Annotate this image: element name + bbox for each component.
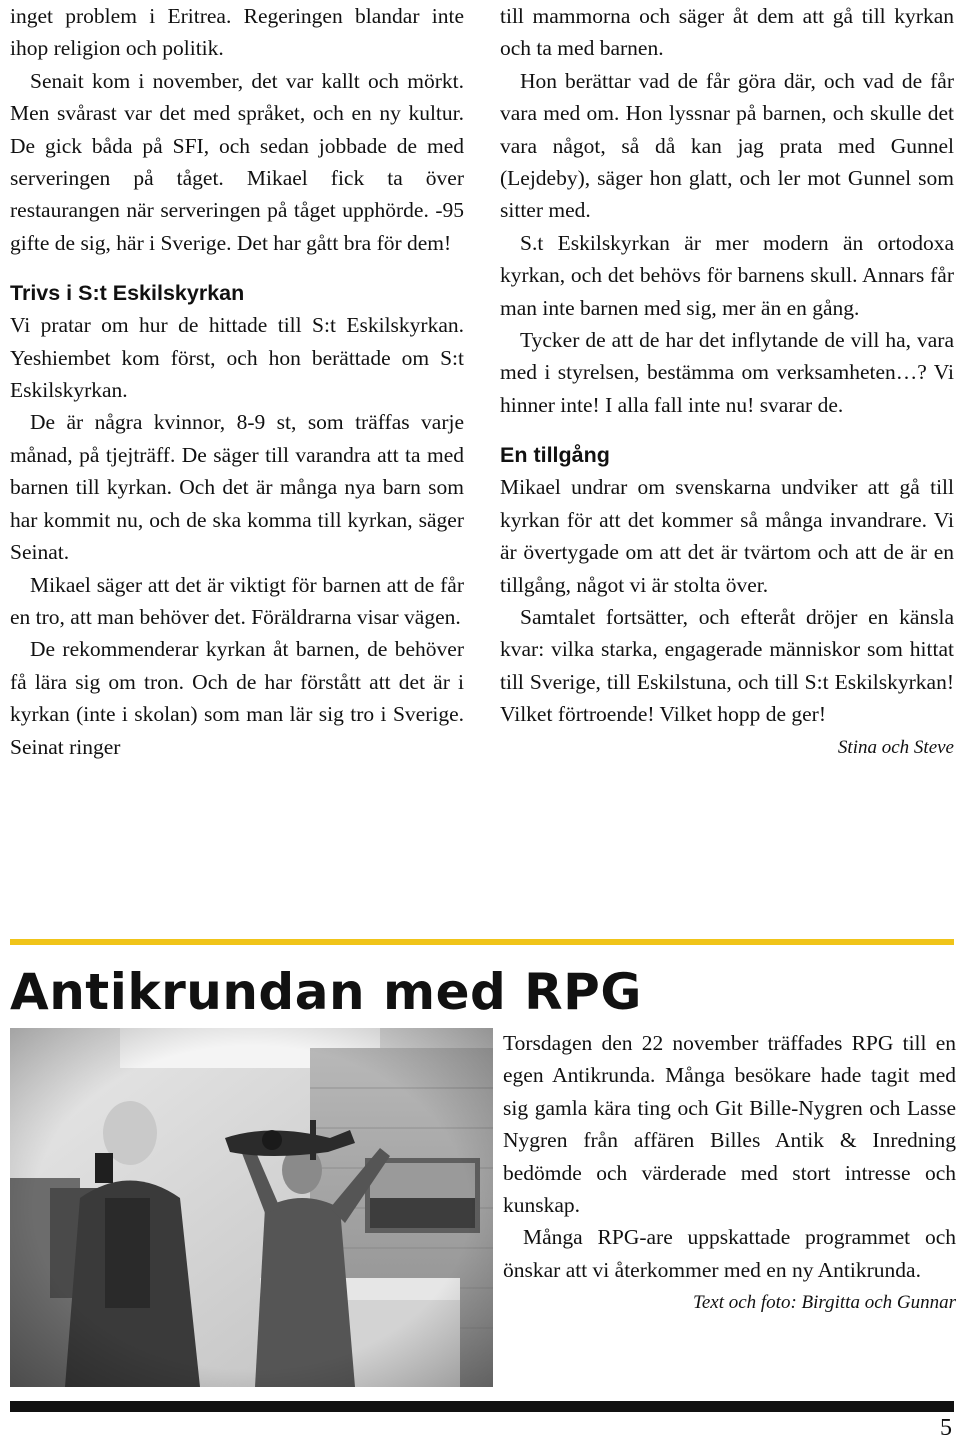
paragraph: Torsdagen den 22 november träffades RPG till en egen Antikrunda. Många besökare hade tagit med sig gamla kära ting och Git Bille-Nygren och Lasse Nygren från affären Billes Antik & Inredning bedömde och värderade med stort intresse och kunskap. xyxy=(503,1031,956,1218)
byline: Stina och Steve xyxy=(837,736,954,758)
paragraph: S.t Eskilskyrkan är mer modern än ortodoxa kyrkan, och det behövs för barnens skull. Annars får man inte barnen med sig, mer än en gång. xyxy=(500,230,954,320)
byline: Text och foto: Birgitta och Gunnar xyxy=(693,1292,956,1314)
paragraph: Hon berättar vad de får göra där, och vad de får vara med om. Hon lyssnar på barnen, och skulle det vara något, så då kan jag prata med Gunnel (Lejdeby), säger hon glatt, och ler mot Gunnel som sitter med. xyxy=(500,68,954,223)
paragraph: Senait kom i november, det var kallt och mörkt. Men svårast var det med språket, och en ny kultur. De gick båda på SFI, och sedan jobbade de med serveringen på tåget. Mikael fick ta över restaurangen när serveringen på tåget upphörde. -95 gifte de sig, här i Sverige. Det har gått bra för dem! xyxy=(10,68,464,255)
paragraph: till mammorna och säger åt dem att gå till kyrkan och ta med barnen. xyxy=(500,4,954,61)
photo-illustration xyxy=(10,1028,493,1387)
section-divider xyxy=(10,939,954,945)
rpg-article-text xyxy=(503,1027,956,1320)
paragraph: Många RPG-are uppskattade programmet och önskar att vi återkommer med en ny Antikrunda. xyxy=(503,1225,956,1282)
article-photo xyxy=(10,1028,493,1387)
paragraph: Mikael säger att det är viktigt för barnen att de får en tro, att man behöver det. Föräldrarna visar vägen. xyxy=(10,572,464,629)
paragraph: Tycker de att de har det inflytande de vill ha, vara med i styrelsen, bestämma om verksamheten…? Vi hinner inte! I alla fall inte nu! svarar de. xyxy=(500,328,954,417)
paragraph: De är några kvinnor, 8-9 st, som träffas varje månad, på tjejträff. De säger till varandra att ta med barnen till kyrkan. Och det är många nya barn som har kommit nu, och de ska komma till kyrkan, säger Seinat. xyxy=(10,410,464,565)
paragraph: Vi pratar om hur de hittade till S:t Eskilskyrkan. Yeshiembet kom först, och hon berättade om S:t Eskilskyrkan. xyxy=(10,313,464,403)
paragraph: Samtalet fortsätter, och efteråt dröjer en känsla kvar: vilka starka, engagerade människor som hittat till Sverige, till Eskilstuna, och till S:t Eskilskyrkan! Vilket förtroende! Vilket hopp de ger! xyxy=(500,604,954,727)
paragraph: inget problem i Eritrea. Regeringen blandar inte ihop religion och politik. xyxy=(10,4,464,61)
footer-rule xyxy=(10,1401,954,1412)
section-heading: Trivs i S:t Eskilskyrkan xyxy=(10,281,245,306)
article-left-column xyxy=(10,0,464,763)
article-title: Antikrundan med RPG xyxy=(10,963,642,1021)
section-heading: En tillgång xyxy=(500,443,610,468)
article-right-column xyxy=(500,0,954,765)
paragraph: Mikael undrar om svenskarna undviker att gå till kyrkan för att det kommer så många invandrare. Vi är övertygade om att det är tvärtom och att de är en tillgång, något vi är stolta över. xyxy=(500,475,954,597)
paragraph: De rekommenderar kyrkan åt barnen, de behöver få lära sig om tron. Och de har förstått att det är i kyrkan (inte i skolan) som man lär sig tro i Sverige. Seinat ringer xyxy=(10,637,464,759)
page-number: 5 xyxy=(940,1415,952,1441)
